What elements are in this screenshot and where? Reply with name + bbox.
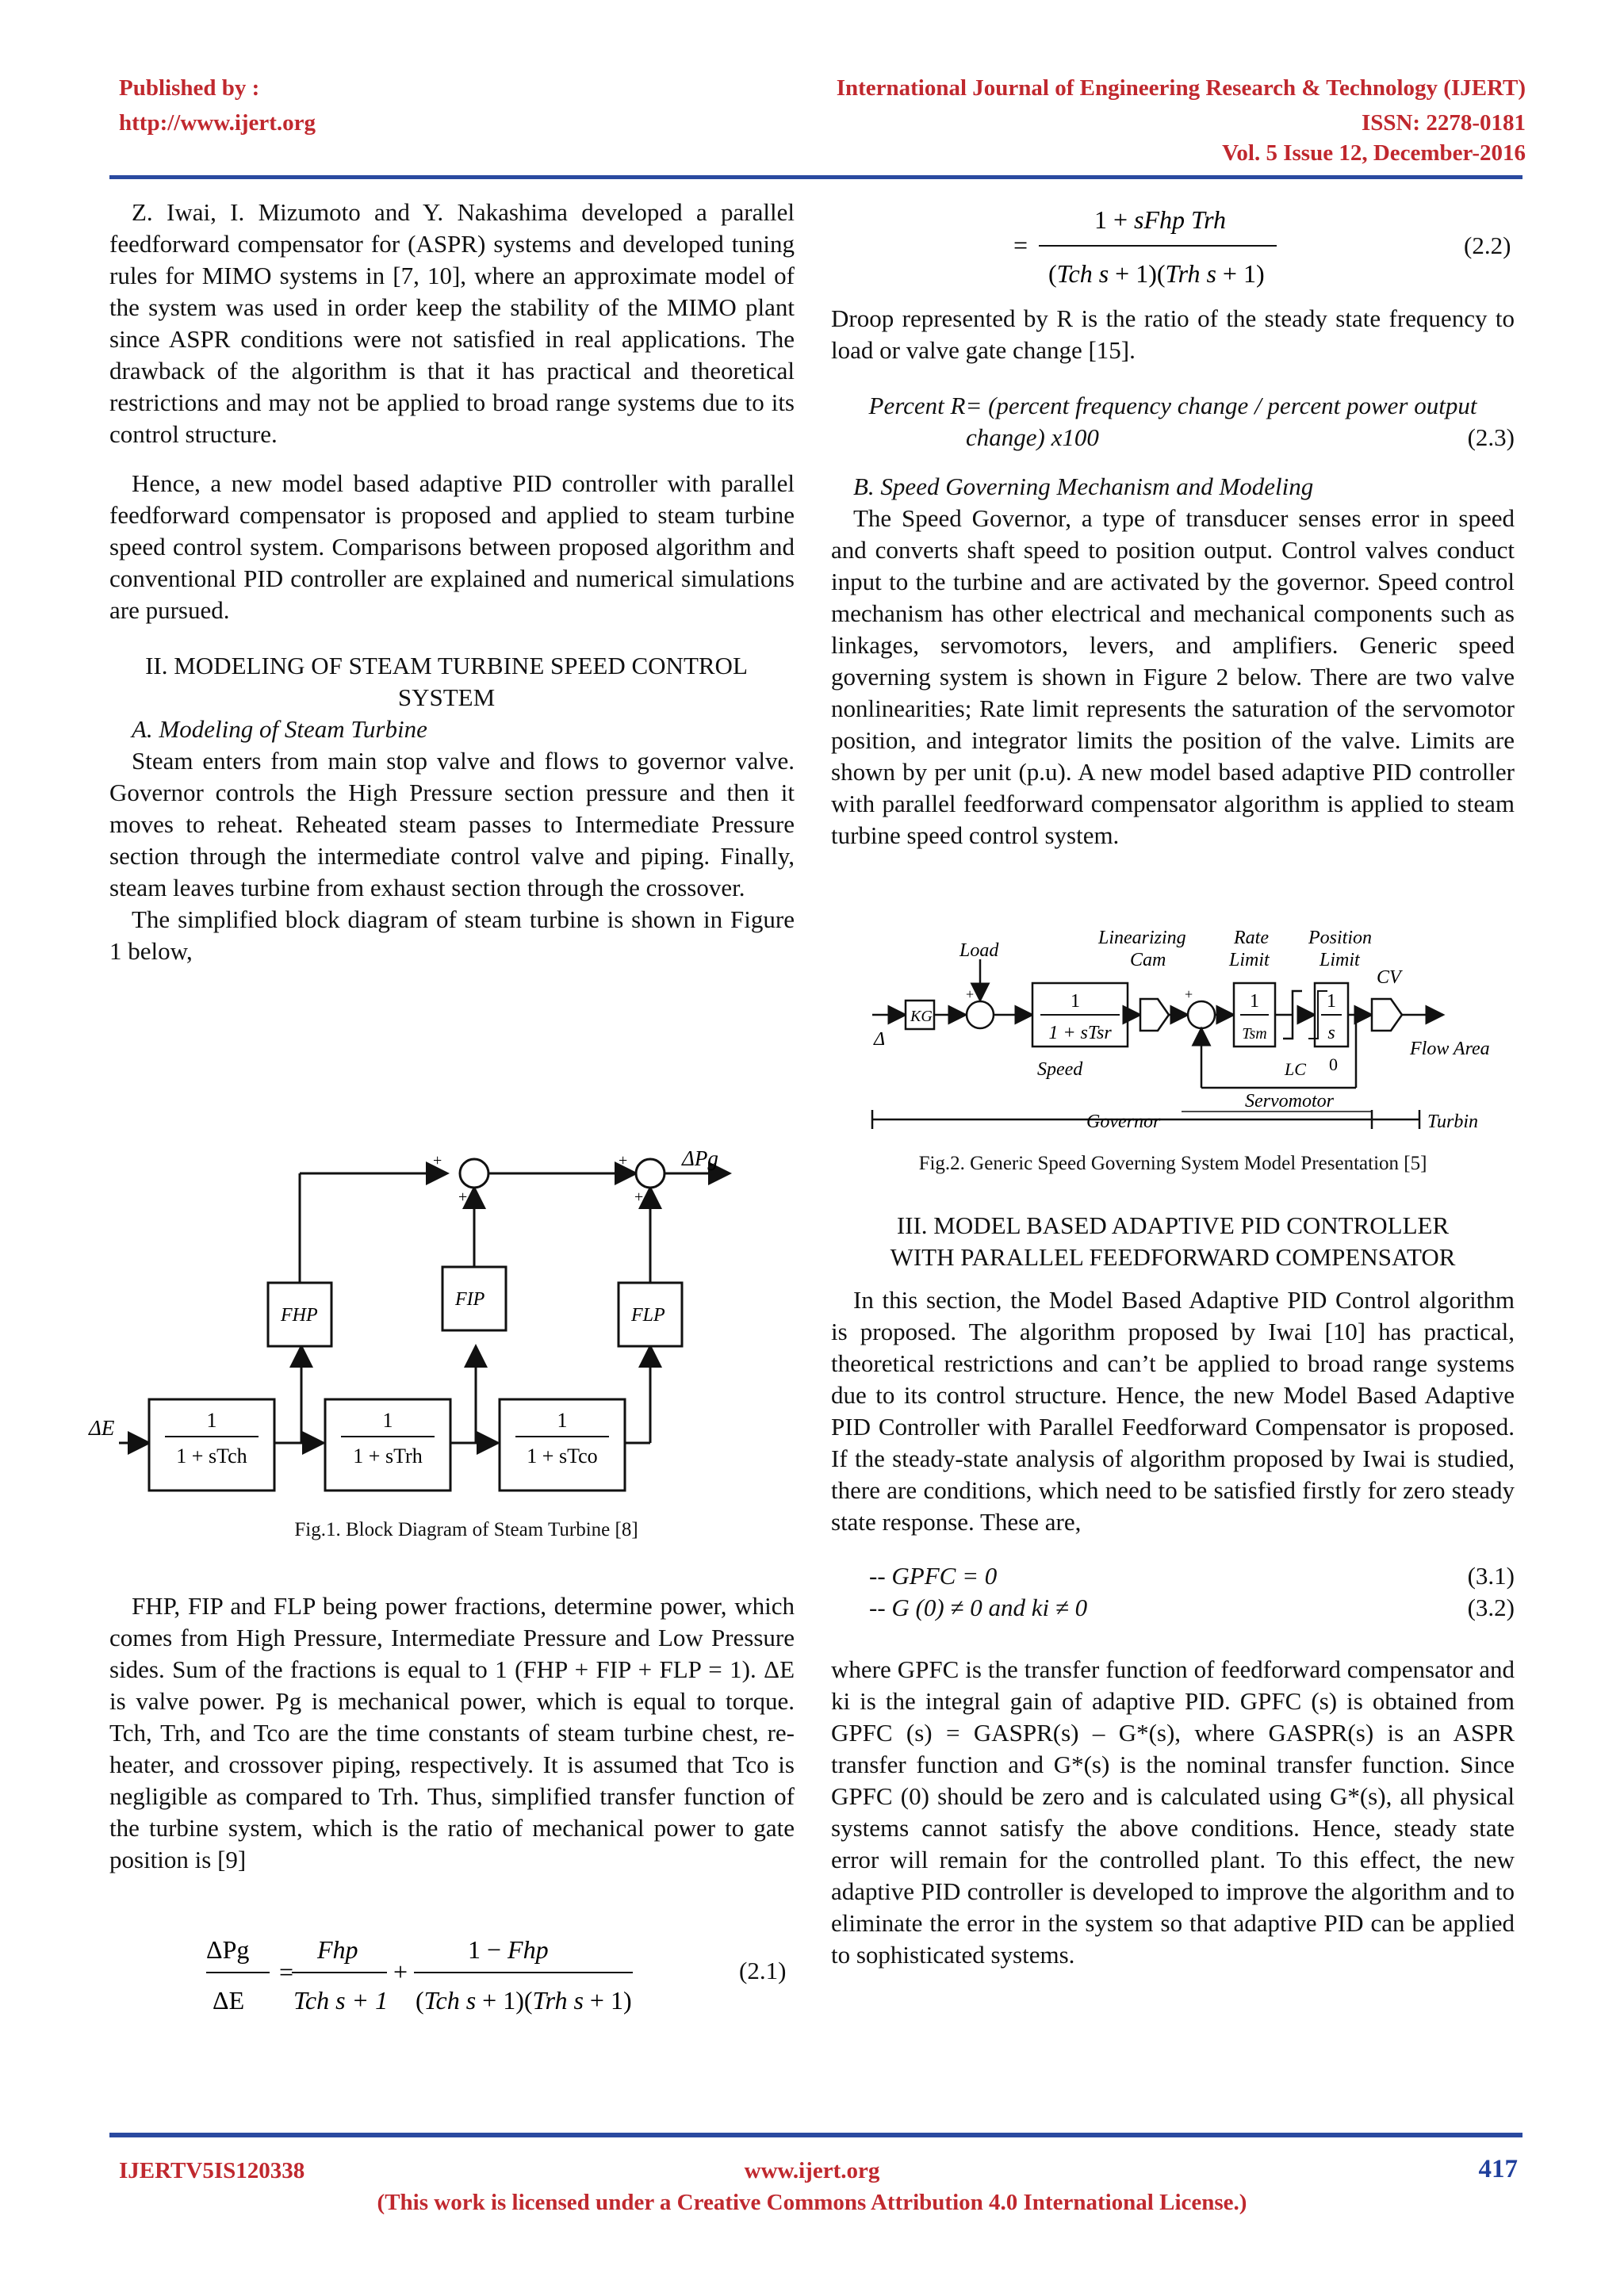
equation-2-3: Percent R= (percent frequency change / percent power output xyxy=(868,392,1477,419)
paragraph: Z. Iwai, I. Mizumoto and Y. Nakashima developed a parallel feedforward compensator for (ASPR) systems and developed tuning rules for MIMO systems in [7, 10], where an approximate model of the system was used in order keep the stability of the MIMO plant since ASPR conditions were not satisfied in real applications. The drawback of the algorithm is that it has practical and theoretical restrictions and may not be applied to broad range systems due to its control structure. xyxy=(109,198,795,448)
fig2-kg: KG xyxy=(910,1008,933,1025)
paragraph: where GPFC is the transfer function of feedforward compensator and ki is the integral gain of adaptive PID. GPFC (s) is obtained from GPFC (s) = GASPR(s) – G*(s), where GASPR(s) is an ASPR transfer function and G*(s) is the nominal transfer function. Since GPFC (0) should be zero and is calculated using G*(s), all physical systems cannot satisfy the above conditions. Hence, steady state error will remain for the controlled plant. To this effect, the new adaptive PID controller is developed to improve the algorithm and to eliminate the error in the system so that adaptive PID can be applied to sophisticated systems. xyxy=(831,1655,1515,1969)
footer-site[interactable]: www.ijert.org xyxy=(744,2158,880,2183)
fig2-load: Load xyxy=(959,940,999,961)
subsection-heading: A. Modeling of Steam Turbine xyxy=(132,715,427,743)
svg-text:=: = xyxy=(279,1957,294,1986)
section-heading: II. MODELING OF STEAM TURBINE SPEED CONTROL SYSTEM xyxy=(145,652,748,711)
eq-2-2-number: (2.2) xyxy=(1464,232,1511,259)
fig2-lincam-b: Cam xyxy=(1130,950,1166,970)
paragraph: The Speed Governor, a type of transducer senses error in speed and converts shaft speed to position output. Control valves conduct input to the turbine and are activated by the governor. Speed control mechanism has other electrical and mechanical components such as linkages, servomotors, levers, and amplifiers. Generic speed governing system is shown in Figure 2 below. There are two valve nonlinearities; Rate limit represents the saturation of the servomotor position, and integrator limits the position of the valve. Limits are shown by per unit (p.u). A new model based adaptive PID controller with parallel feedforward compensator algorithm is applied to steam turbine speed control system. xyxy=(831,504,1515,849)
svg-text:Tch s + 1: Tch s + 1 xyxy=(293,1986,389,2015)
fig2-cv: CV xyxy=(1377,967,1401,988)
fig1-output-label: ΔPg xyxy=(682,1146,718,1170)
fig2-rate-b: Limit xyxy=(1229,950,1270,970)
fraction-ip: FIP xyxy=(455,1289,485,1310)
fig2-servomotor: Servomotor xyxy=(1245,1091,1334,1112)
block-crossover: 1 + sTco xyxy=(527,1445,598,1468)
section-heading: III. MODEL BASED ADAPTIVE PID CONTROLLER xyxy=(896,1211,1450,1239)
paragraph: Droop represented by R is the ratio of the steady state frequency to load or valve gate change [15]. xyxy=(831,304,1515,364)
fig2-pos-b: Limit xyxy=(1320,950,1360,970)
block-reheater: 1 + sTrh xyxy=(353,1445,423,1468)
fig1-input-label: ΔE xyxy=(89,1416,115,1440)
left-column-lower xyxy=(109,1590,795,1876)
fig2-governor: Governor xyxy=(1086,1112,1161,1132)
header-rule xyxy=(109,175,1522,179)
issn: ISSN: 2278-0181 xyxy=(1361,110,1526,136)
header-url[interactable]: http://www.ijert.org xyxy=(119,110,316,136)
fig2-rate-num: 1 xyxy=(1250,991,1259,1012)
eq-2-1-number: (2.1) xyxy=(739,1957,787,1984)
fig1-steam-turbine-diagram xyxy=(79,1142,793,1506)
svg-text:+: + xyxy=(393,1957,408,1986)
right-column xyxy=(831,303,1515,851)
eq-3-1-number: (3.1) xyxy=(1467,1562,1515,1590)
fraction-lp: FLP xyxy=(631,1305,665,1326)
equation-2-3-cont: change) x100 xyxy=(966,423,1099,451)
subsection-heading: B. Speed Governing Mechanism and Modeling xyxy=(853,473,1314,500)
eq-3-2-number: (3.2) xyxy=(1467,1594,1515,1621)
fig2-speed-num: 1 xyxy=(1071,991,1080,1012)
left-column xyxy=(109,197,795,967)
svg-text:(Tch s + 1)(Trh s + 1): (Tch s + 1)(Trh s + 1) xyxy=(416,1986,632,2015)
fig2-tsm: Tsm xyxy=(1242,1025,1267,1043)
published-by: Published by : xyxy=(119,75,260,101)
fig2-caption: Fig.2. Generic Speed Governing System Model Presentation [5] xyxy=(918,1153,1427,1174)
equation-2-1 xyxy=(190,1917,634,2036)
svg-text:(Tch s + 1)(Trh s + 1): (Tch s + 1)(Trh s + 1) xyxy=(1048,259,1265,288)
paper-id: IJERTV5IS120338 xyxy=(119,2158,305,2183)
section-heading: WITH PARALLEL FEEDFORWARD COMPENSATOR xyxy=(890,1243,1456,1271)
eq-2-3-number: (2.3) xyxy=(1467,423,1515,451)
fig2-governor-diagram xyxy=(864,920,1546,1134)
sum-sign: + xyxy=(966,986,975,1002)
svg-text:1 − Fhp: 1 − Fhp xyxy=(468,1935,549,1964)
svg-text:Fhp: Fhp xyxy=(317,1935,358,1964)
svg-text:ΔPg: ΔPg xyxy=(206,1935,250,1964)
block-chest: 1 + sTch xyxy=(176,1445,247,1468)
sum-sign: + xyxy=(458,1188,468,1206)
fig2-int-den: s xyxy=(1327,1023,1335,1043)
block-numerator: 1 xyxy=(557,1409,568,1432)
fig2-lincam-a: Linearizing xyxy=(1098,928,1186,948)
fig2-pos-a: Position xyxy=(1308,928,1373,948)
svg-text:=: = xyxy=(1013,231,1028,259)
equation-2-2 xyxy=(1007,197,1308,300)
svg-text:1 + sFhp Trh: 1 + sFhp Trh xyxy=(1094,205,1226,234)
sum-sign: + xyxy=(634,1188,644,1206)
fig2-lc: LC xyxy=(1285,1059,1306,1079)
sum-sign: + xyxy=(1185,986,1193,1002)
right-column-lower xyxy=(831,1210,1515,1971)
fig2-delta: Δ xyxy=(874,1029,886,1050)
fig2-rate-a: Rate xyxy=(1234,928,1269,948)
paragraph: In this section, the Model Based Adaptive PID Control algorithm is proposed. The algorithm proposed by Iwai [10] has practical, theoretical restrictions and can’t be applied to broad range systems due to its control structure. Hence, the new Model Based Adaptive PID Controller with Parallel Feedforward Compensator is proposed. If the steady-state analysis of algorithm proposed by Iwai is studied, there are conditions, which need to be satisfied firstly for zero steady state response. These are, xyxy=(831,1286,1515,1536)
paragraph: FHP, FIP and FLP being power fractions, determine power, which comes from High Pressure, Intermediate Pressure and Low Pressure sides. Sum of the fractions is equal to 1 (FHP + FIP + FLP = 1). ΔE is valve power. Pg is mechanical power, which is equal to torque. Tch, Trh, and Tco are the time constants of steam turbine chest, re-heater, and crossover piping, respectively. It is assumed that Tco is negligible as compared to Trh. Thus, simplified transfer function of the turbine system, which is the ratio of mechanical power to gate position is [9] xyxy=(109,1592,795,1873)
journal-title: International Journal of Engineering Research & Technology (IJERT) xyxy=(836,75,1526,101)
condition-3-1: -- GPFC = 0 xyxy=(869,1562,998,1590)
fig2-speed-den: 1 + sTsr xyxy=(1048,1023,1112,1043)
condition-3-2: -- G (0) ≠ 0 and ki ≠ 0 xyxy=(869,1594,1088,1621)
sum-sign: + xyxy=(433,1152,442,1169)
paragraph: Steam enters from main stop valve and flows to governor valve. Governor controls the High Pressure section pressure and then it moves to reheat. Reheated steam passes to Intermediate Pressure section through the intermediate control valve and piping. Finally, steam leaves turbine from exhaust section through the crossover. xyxy=(109,747,795,901)
fraction-hp: FHP xyxy=(281,1305,318,1326)
sum-sign: + xyxy=(619,1152,628,1169)
fig2-turbin: Turbin xyxy=(1427,1112,1479,1132)
license-note: (This work is licensed under a Creative Commons Attribution 4.0 International License.) xyxy=(377,2190,1247,2215)
fig2-int-num: 1 xyxy=(1327,991,1336,1012)
block-numerator: 1 xyxy=(206,1409,217,1432)
volume-issue: Vol. 5 Issue 12, December-2016 xyxy=(1222,140,1526,166)
paragraph: Hence, a new model based adaptive PID controller with parallel feedforward compensator is proposed and applied to steam turbine speed control system. Comparisons between proposed algorithm and conventional PID controller are explained and numerical simulations are pursued. xyxy=(109,469,795,624)
fig1-caption: Fig.1. Block Diagram of Steam Turbine [8] xyxy=(294,1519,638,1540)
block-numerator: 1 xyxy=(382,1409,393,1432)
paragraph: The simplified block diagram of steam turbine is shown in Figure 1 below, xyxy=(109,905,795,965)
fig2-flow-area: Flow Area xyxy=(1410,1039,1490,1059)
page-number: 417 xyxy=(1478,2155,1518,2183)
fig2-zero: 0 xyxy=(1329,1054,1338,1074)
svg-text:ΔE: ΔE xyxy=(213,1986,245,2015)
footer-rule xyxy=(109,2133,1522,2137)
fig2-speed-label: Speed xyxy=(1037,1059,1083,1080)
